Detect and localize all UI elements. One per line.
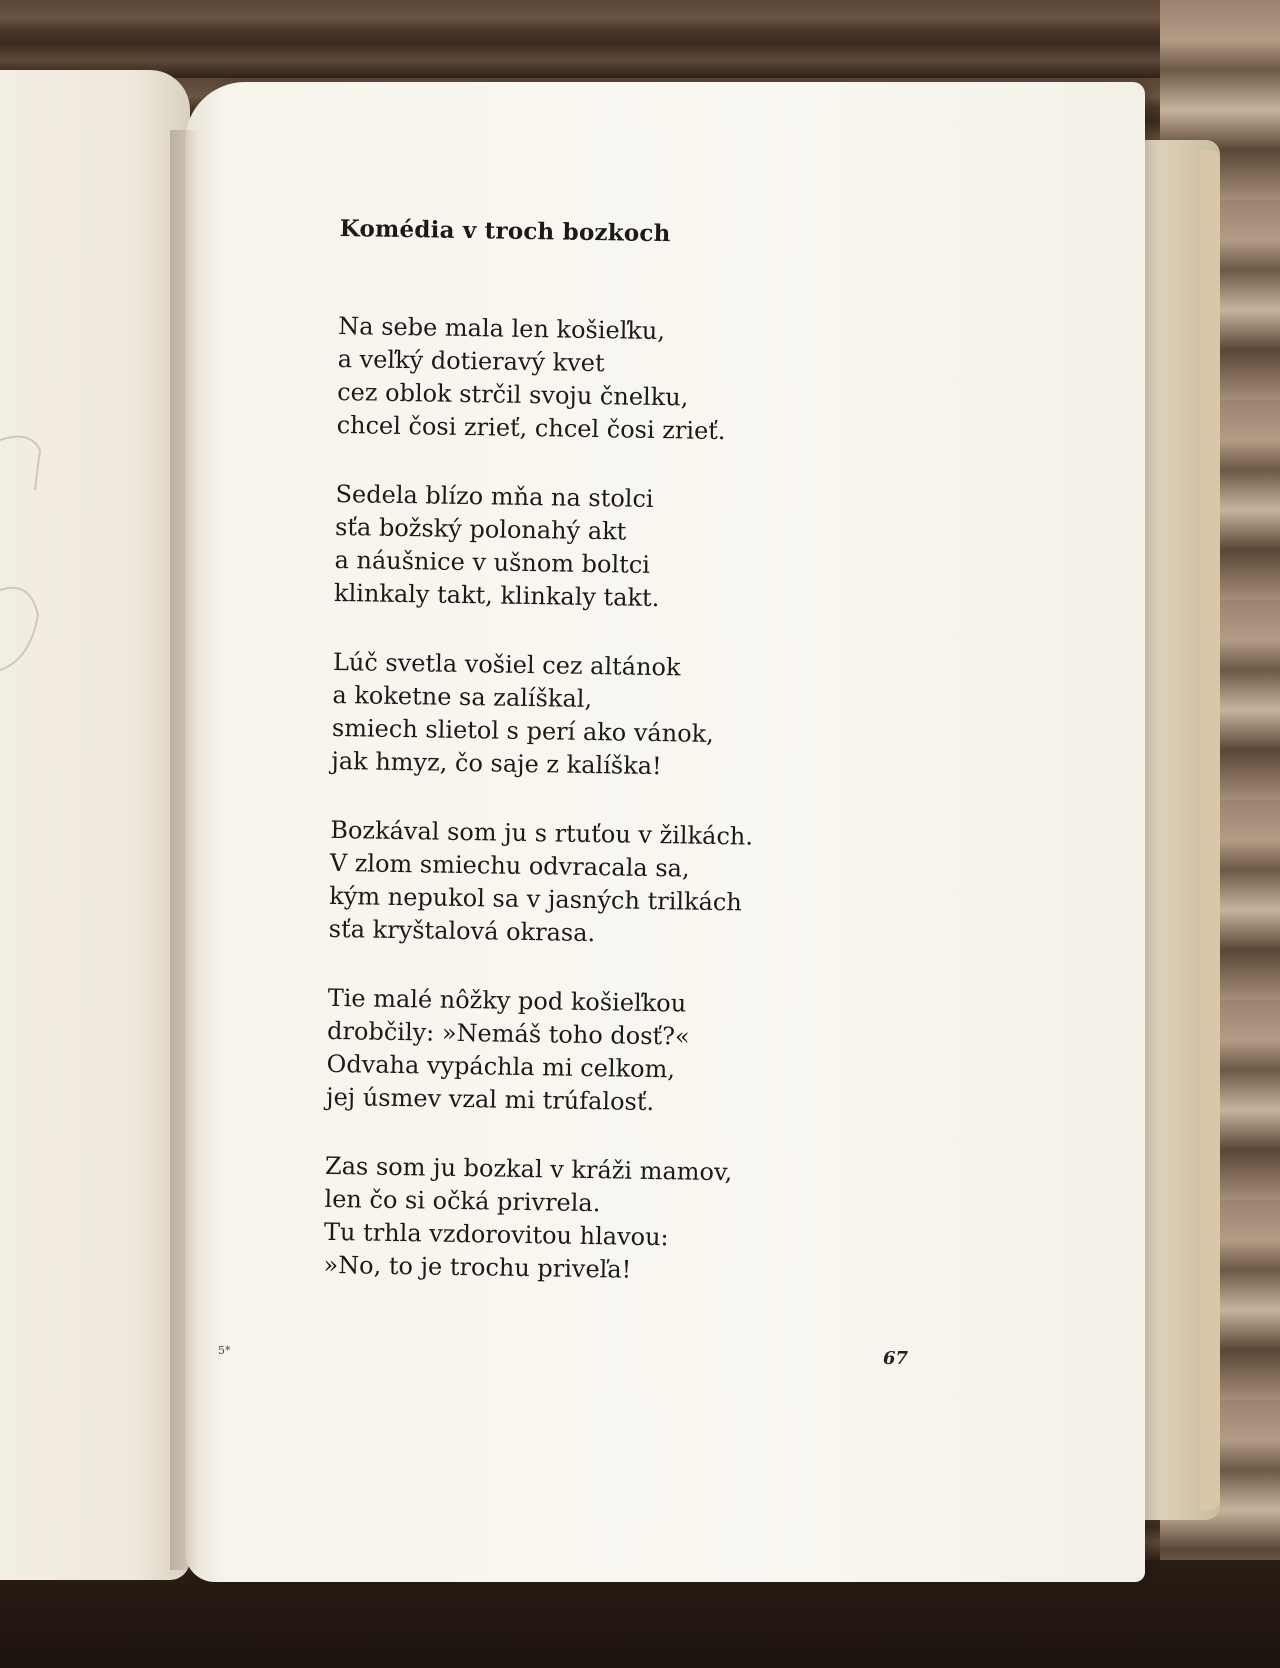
poem-line: len čo si očká privrela. [324,1184,601,1218]
poem-line: a náušnice v ušnom boltci [334,545,651,579]
poem-line: a koketne sa zalíškal, [332,680,593,714]
poem-line: Tie malé nôžky pod košieľkou [327,983,687,1018]
stanza [326,982,888,1123]
poem-line: V zlom smiechu odvracala sa, [329,848,690,883]
poem-line: a veľký dotieravý kvet [337,344,605,378]
poem [323,215,900,1327]
poem-line: jak hmyz, čo saje z kalíška! [331,746,662,781]
left-page-sketch [0,430,60,730]
poem-line: sťa božský polonahý akt [334,512,627,546]
stanza [329,814,891,955]
poem-line: Lúč svetla vošiel cez altánok [332,647,681,682]
poem-line: Odvaha vypáchla mi celkom, [326,1049,676,1084]
poem-line: chcel čosi zrieť, chcel čosi zrieť. [336,410,726,446]
book-cover-edge [1200,150,1220,1510]
page-number: 67 [883,1348,909,1369]
poem-line: Tu trhla vzdorovitou hlavou: [323,1217,669,1252]
poem-line: kým nepukol sa v jasných trilkách [329,881,743,917]
poem-line: jej úsmev vzal mi trúfalosť. [325,1082,655,1117]
poem-line: drobčily: »Nemáš toho dosť?« [326,1016,690,1051]
poem-line: Zas som ju bozkal v kráži mamov, [324,1151,733,1187]
poem-line: sťa kryštalová okrasa. [328,914,596,948]
stanza [334,478,896,619]
book-gutter-shadow [170,130,200,1570]
poem-line: »No, to je trochu priveľa! [323,1250,632,1284]
poem-title: Komédia v troch bozkoch [339,215,671,248]
poem-line: Sedela blízo mňa na stolci [335,479,654,513]
poem-line: cez oblok strčil svoju čnelku, [336,377,689,412]
stanza [323,1150,885,1291]
poem-line: Bozkával som ju s rtuťou v žilkách. [330,815,754,851]
stanza [336,310,898,451]
left-page [0,70,190,1580]
poem-line: Na sebe mala len košieľku, [338,311,666,346]
signature-mark: 5* [218,1344,231,1357]
poem-line: klinkaly takt, klinkaly takt. [333,578,660,613]
poem-line: smiech slietol s perí ako vánok, [331,713,715,748]
stanza [331,646,893,787]
